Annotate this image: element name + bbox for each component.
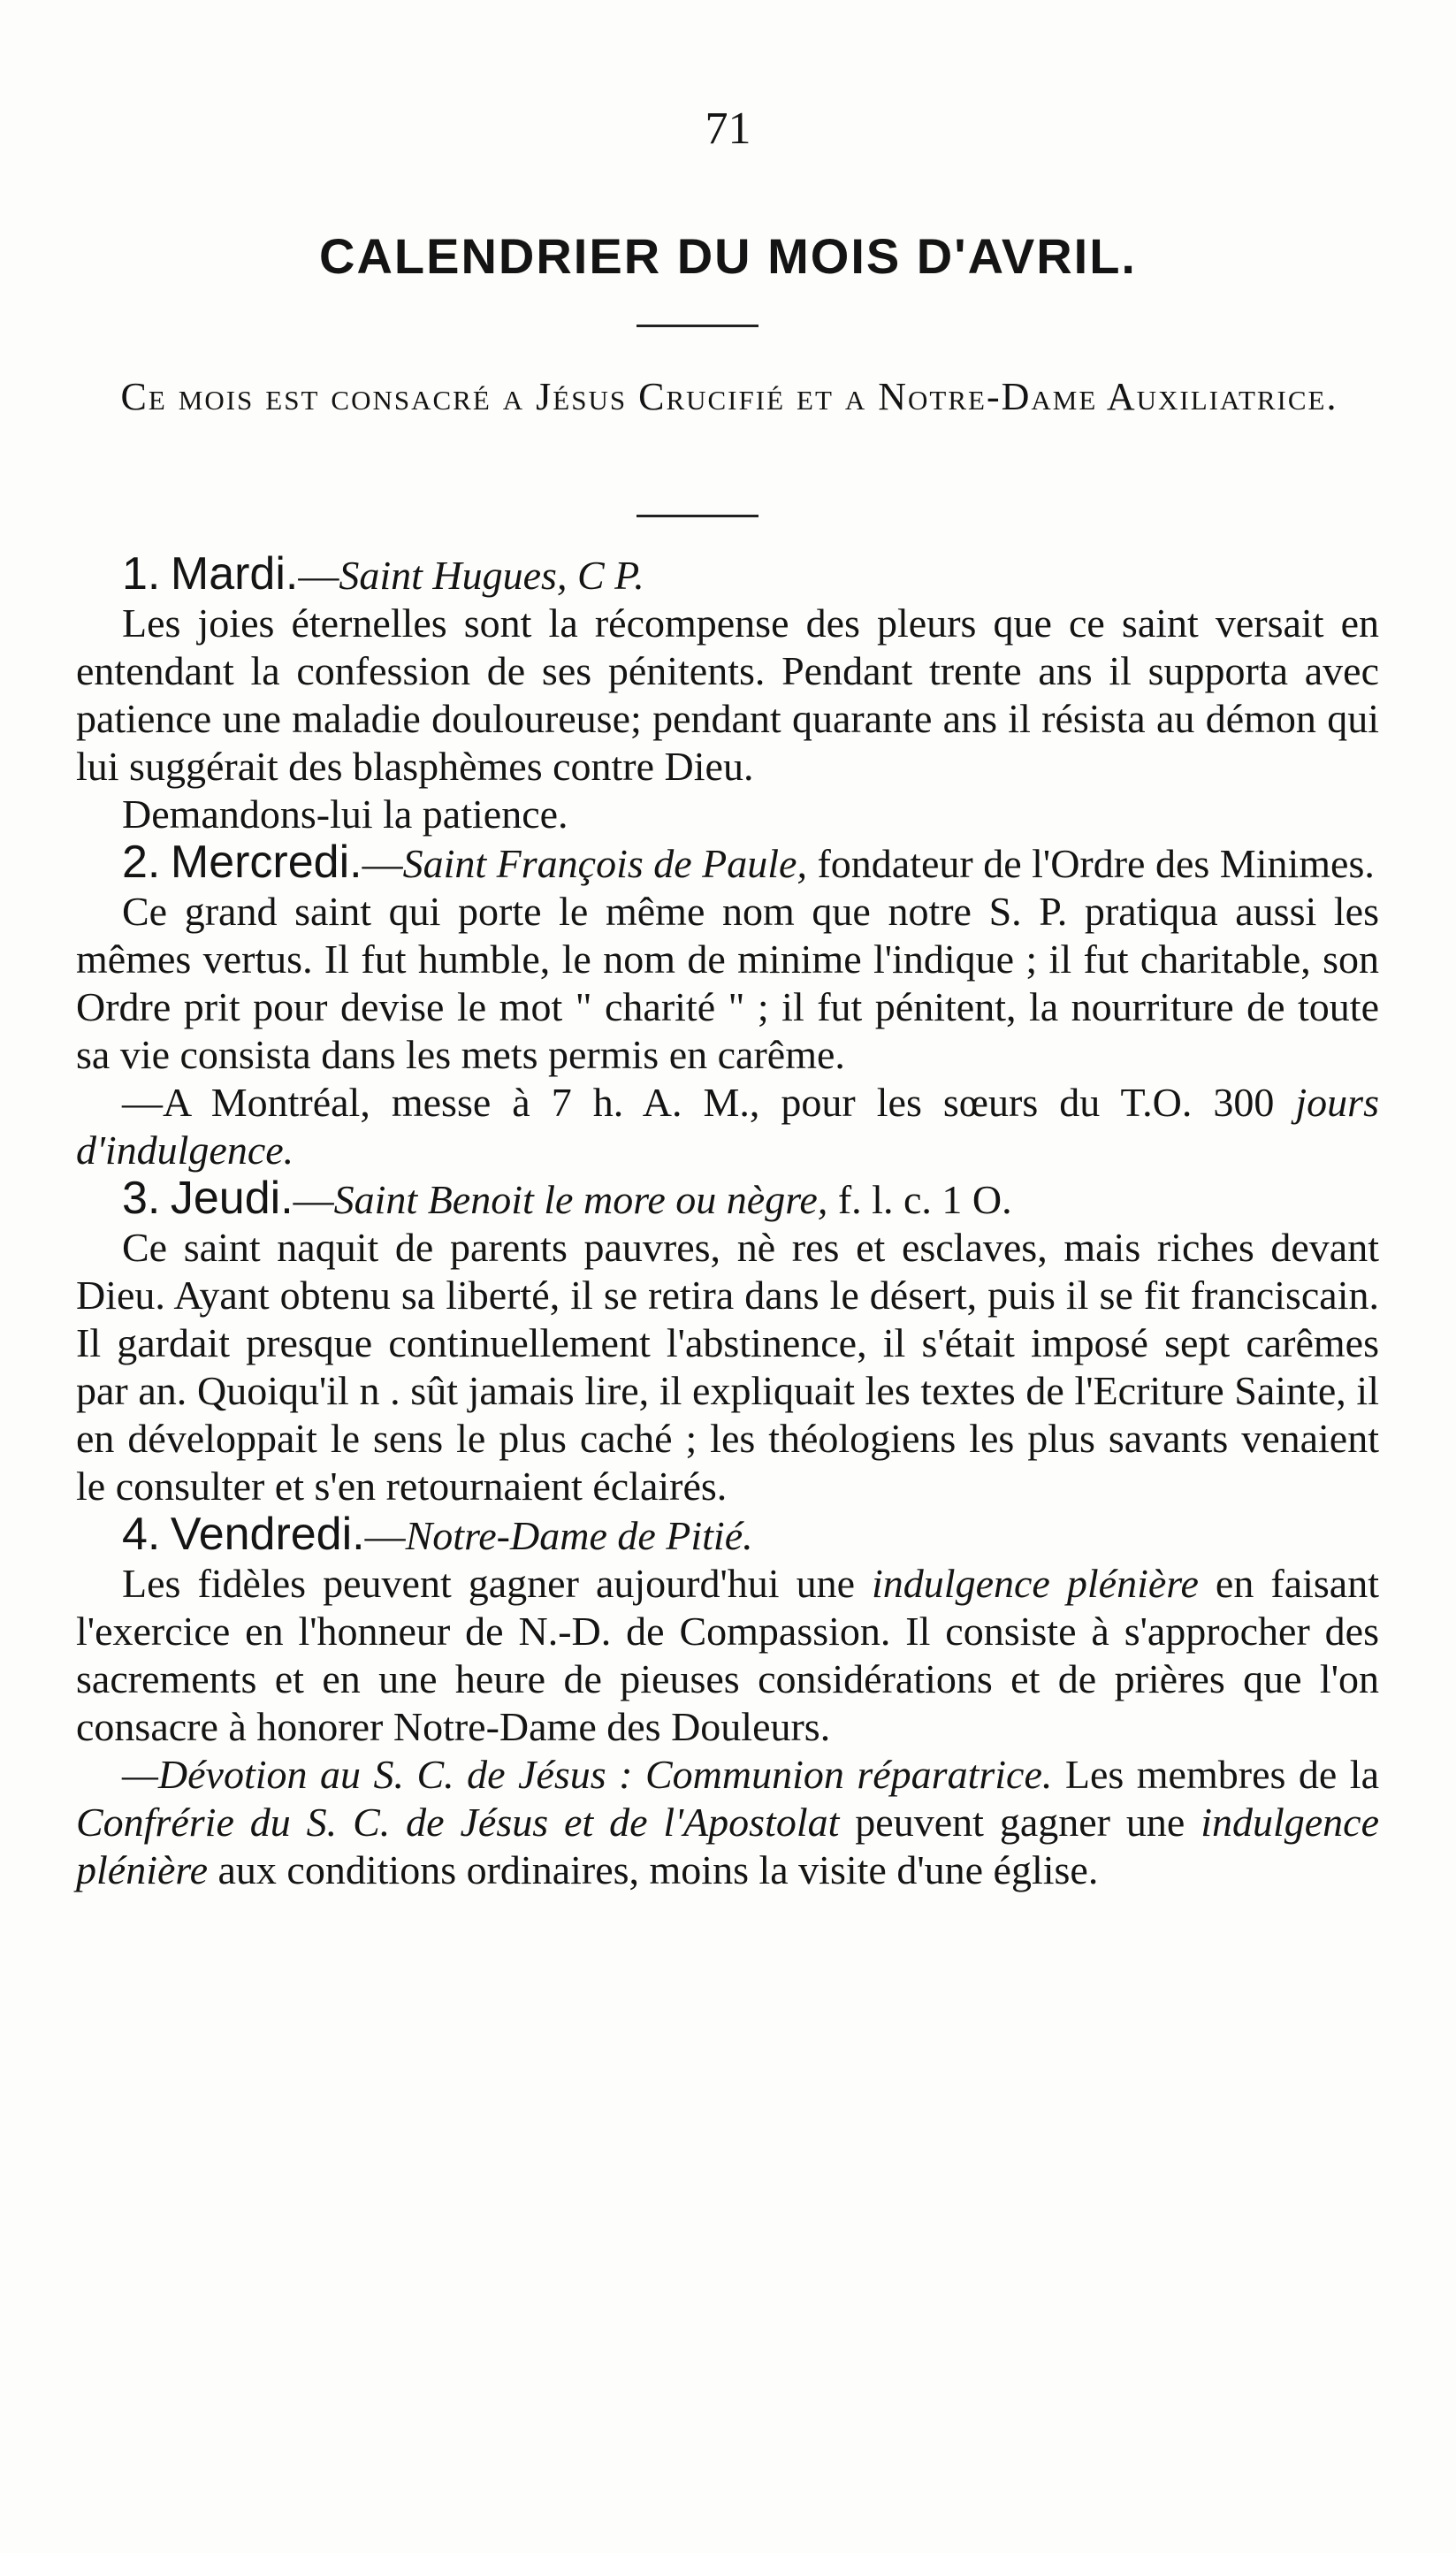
text-run-italic: —Dévotion au S. C. de Jésus : Communion réparatrice. (122, 1752, 1053, 1797)
day-name: Mardi. (170, 548, 299, 600)
text-run-italic: indulgence plénière (76, 1800, 1380, 1892)
day-name: Jeudi. (170, 1173, 293, 1224)
saint-name: Saint Hugues, C P. (339, 553, 644, 598)
text-run: en faisant l'exercice en l'honneur de N.-D. de Compassion. Il consiste à s'approcher des sacrements et en une heure de pieuses considérations et de prières que l'on consacre à honorer Notre-Dame des Douleurs. (76, 1561, 1379, 1749)
divider-rule (637, 515, 758, 517)
text-run-italic: Confrérie du S. C. de Jésus et de l'Apostolat (76, 1800, 840, 1845)
day-number: 2. (122, 837, 161, 888)
day-number: 1. (122, 548, 161, 600)
day-name: Vendredi. (170, 1509, 365, 1560)
saint-name: Notre-Dame de Pitié. (405, 1513, 753, 1558)
entry-paragraph: Les joies éternelles sont la récompense des pleurs que ce saint versait en entendant la confession de ses pénitents. Pendant trente ans il supporta avec patience une maladie douloureuse; pendant quarante ans il résista au démon qui lui suggérait des blasphèmes contre Dieu. (76, 600, 1379, 789)
divider-rule (637, 325, 758, 327)
saint-description: f. l. c. 1 O. (827, 1177, 1012, 1222)
dedication-subtitle: Ce mois est consacré a Jésus Crucifié et a Notre-Dame Auxiliatrice. (120, 375, 1338, 418)
entry-paragraph: Ce grand saint qui porte le même nom que notre S. P. pratiqua aussi les mêmes vertus. Il fut humble, le nom de minime l'indique ; il fut charitable, son Ordre prit pour devise le mot " charité " ; il fut pénitent, la nourriture de toute sa vie consista dans les mets permis en carême. (76, 889, 1379, 1077)
heading-dash: — (298, 553, 339, 598)
note-italic: jours d'indulgence. (76, 1080, 1379, 1173)
entry-heading (76, 1510, 1379, 1560)
text-run: aux conditions ordinaires, moins la visite d'une église. (208, 1847, 1099, 1892)
entry-paragraph (76, 1560, 1379, 1751)
text-run: Les membres de la (1052, 1752, 1379, 1797)
saint-description: fondateur de l'Ordre des Minimes. (806, 841, 1375, 886)
heading-dash: — (362, 841, 403, 886)
calendar-entry (76, 1510, 1379, 1894)
entry-note (76, 1079, 1379, 1174)
day-number: 4. (122, 1509, 161, 1560)
entry-paragraph: Ce saint naquit de parents pauvres, nè res et esclaves, mais riches devant Dieu. Ayant obtenu sa liberté, il se retira dans le désert, puis il se fit franciscain. Il gardait presque continuellement l'abstinence, il s'était imposé sept carêmes par an. Quoiqu'il n . sût jamais lire, il expliquait les textes de l'Ecriture Sainte, il en développait le sens le plus caché ; les théologiens les plus savants venaient le consulter et s'en retournaient éclairés. (76, 1225, 1379, 1509)
day-number: 3. (122, 1173, 161, 1224)
calendar-body (76, 550, 1379, 1894)
heading-dash: — (293, 1177, 334, 1222)
page-title: CALENDRIER DU MOIS D'AVRIL. (319, 228, 1137, 284)
saint-name: Saint François de Paule, (402, 841, 807, 886)
text-run: peuvent gagner une (839, 1800, 1201, 1845)
day-name: Mercredi. (170, 837, 362, 888)
entry-heading (76, 550, 1379, 600)
page-number: 71 (705, 103, 751, 154)
entry-note (76, 1751, 1379, 1894)
calendar-entry (76, 1174, 1379, 1510)
calendar-entry (76, 838, 1379, 1174)
text-run: Les fidèles peuvent gagner aujourd'hui une (122, 1561, 873, 1606)
saint-name: Saint Benoit le more ou nègre, (333, 1177, 828, 1222)
text-run-italic: indulgence plénière (872, 1561, 1199, 1606)
entry-paragraph: Demandons-lui la patience. (122, 791, 568, 837)
entry-heading (76, 1174, 1379, 1224)
entry-heading (76, 838, 1379, 888)
heading-dash: — (364, 1513, 406, 1558)
note-text: —A Montréal, messe à 7 h. A. M., pour les sœurs du T.O. 300 (122, 1080, 1296, 1125)
calendar-entry (76, 550, 1379, 838)
